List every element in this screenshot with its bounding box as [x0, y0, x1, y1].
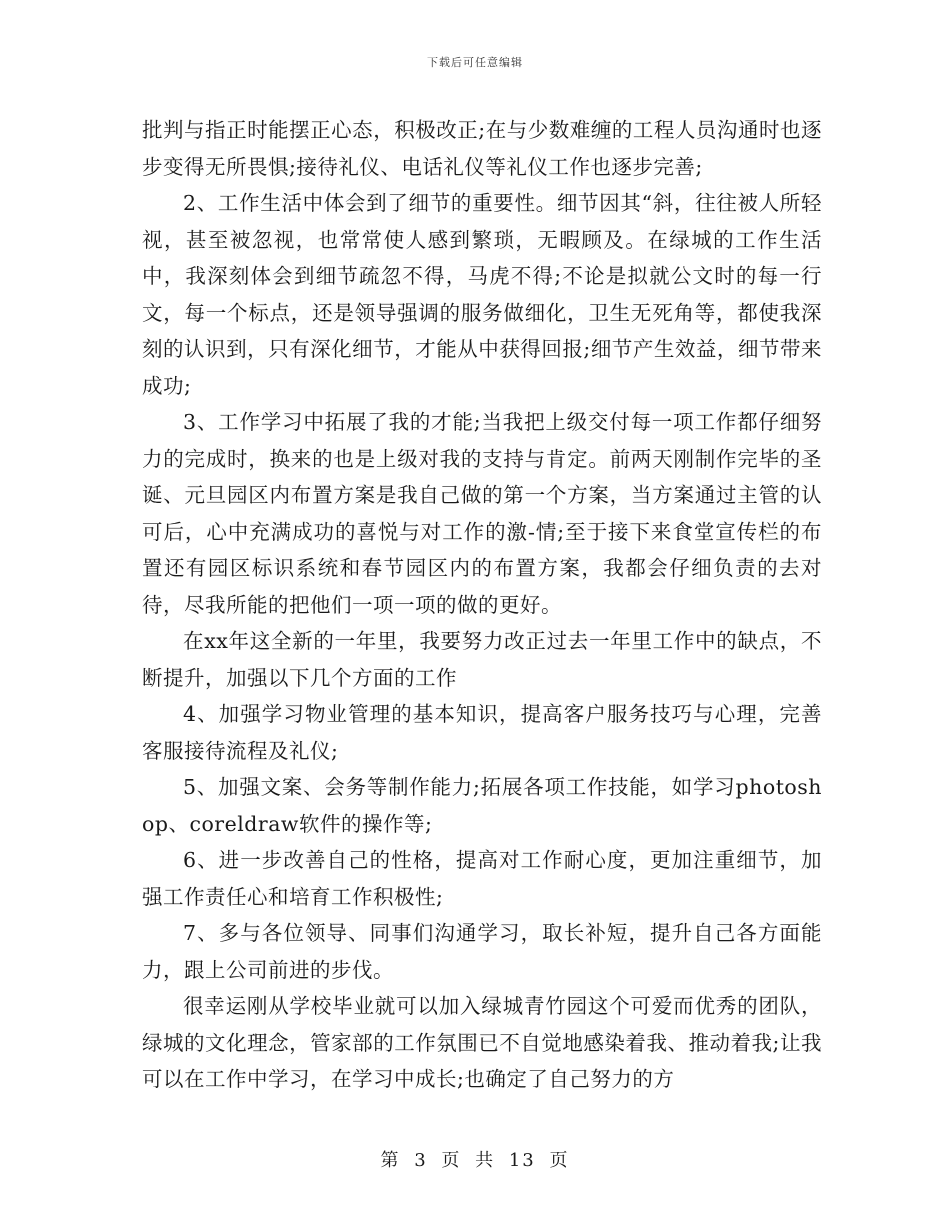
- paragraph-5: 4、加强学习物业管理的基本知识，提高客户服务技巧与心理，完善客服接待流程及礼仪;: [142, 702, 822, 763]
- paragraph-3: 3、工作学习中拓展了我的才能;当我把上级交付每一项工作都仔细努力的完成时，换来的也是上级对我的支持与肯定。前两天刚制作完毕的圣诞、元旦园区内布置方案是我自己做的第一个方案，当方案通过主管的认可后，心中充满成功的喜悦与对工作的激-情;至于接下来食堂宣传栏的布置还有园区标识系统和春节园区内的布置方案，我都会仔细负责的去对待，尽我所能的把他们一项一项的做的更好。: [142, 410, 822, 617]
- paragraph-6: 5、加强文案、会务等制作能力;拓展各项工作技能，如学习photoshop、coreldraw软件的操作等;: [142, 775, 822, 836]
- page-header: 下载后可任意编辑: [427, 56, 523, 69]
- paragraph-2: 2、工作生活中体会到了细节的重要性。细节因其“斜，往往被人所轻视，甚至被忽视，也常常使人感到繁琐，无暇顾及。在绿城的工作生活中，我深刻体会到细节疏忽不得，马虎不得;不论是拟就公文时的每一行文，每一个标点，还是领导强调的服务做细化，卫生无死角等，都使我深刻的认识到，只有深化细节，才能从中获得回报;细节产生效益，细节带来成功;: [142, 191, 822, 398]
- page-footer: 第 3 页 共 13 页: [380, 1150, 570, 1171]
- paragraph-7: 6、进一步改善自己的性格，提高对工作耐心度，更加注重细节，加强工作责任心和培育工作积极性;: [142, 848, 822, 909]
- paragraph-4: 在xx年这全新的一年里，我要努力改正过去一年里工作中的缺点，不断提升，加强以下几个方面的工作: [142, 629, 822, 690]
- paragraph-8: 7、多与各位领导、同事们沟通学习，取长补短，提升自己各方面能力，跟上公司前进的步伐。: [142, 921, 822, 982]
- paragraph-9: 很幸运刚从学校毕业就可以加入绿城青竹园这个可爱而优秀的团队，绿城的文化理念，管家部的工作氛围已不自觉地感染着我、推动着我;让我可以在工作中学习，在学习中成长;也确定了自己努力的方: [142, 994, 822, 1091]
- paragraph-1: 批判与指正时能摆正心态，积极改正;在与少数难缠的工程人员沟通时也逐步变得无所畏惧;接待礼仪、电话礼仪等礼仪工作也逐步完善;: [142, 118, 822, 179]
- document-body: [142, 112, 822, 1098]
